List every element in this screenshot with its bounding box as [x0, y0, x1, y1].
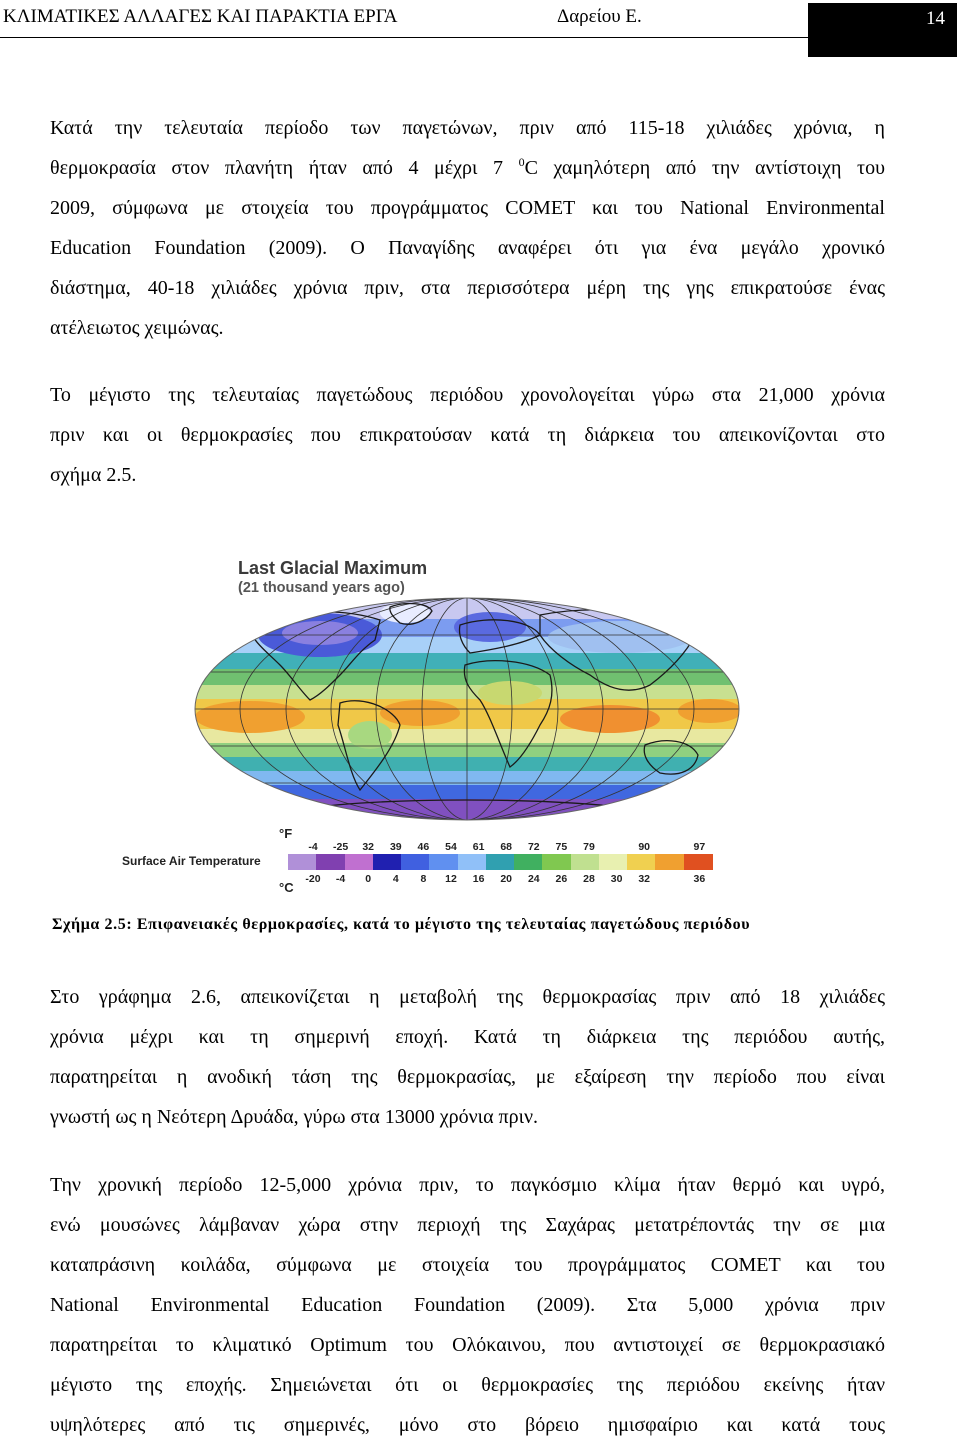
- paragraph-2: [50, 380, 885, 490]
- text-line: [50, 153, 885, 183]
- legend-celsius-value: -4: [335, 873, 346, 885]
- legend-unit-fahrenheit: °F: [279, 826, 293, 841]
- paragraph-3: [50, 982, 885, 1132]
- legend-fahrenheit-value: -25: [333, 841, 349, 853]
- legend-celsius-value: 12: [445, 873, 457, 885]
- text-line: 2009, σύμφωνα με στοιχεία του προγράμματος COMET και του National Environmental: [50, 197, 885, 219]
- legend-celsius-value: 26: [555, 873, 568, 885]
- text-line: Education Foundation (2009). Ο Παναγίδης αναφέρει ότι για ένα μεγάλο χρονικό: [50, 237, 885, 259]
- legend-celsius-value: 36: [693, 873, 706, 885]
- legend-celsius-value: 24: [527, 873, 540, 885]
- legend-fahrenheit-value: 79: [583, 841, 595, 853]
- text-fragment: C χαμηλότερη από την αντίστοιχη του: [524, 157, 885, 179]
- temperature-field: [190, 595, 750, 825]
- legend-color-swatch: [401, 854, 430, 870]
- legend-celsius-value: 4: [392, 873, 399, 885]
- legend-color-swatch: [514, 854, 543, 870]
- legend-color-swatch: [345, 854, 374, 870]
- legend-fahrenheit-value: 72: [527, 841, 540, 853]
- running-header-title: ΚΛΙΜΑΤΙΚΕΣ ΑΛΛΑΓΕΣ ΚΑΙ ΠΑΡΑΚΤΙΑ ΕΡΓΑ: [3, 6, 398, 27]
- legend-color-swatch: [571, 854, 600, 870]
- legend-celsius-value: 20: [500, 873, 513, 885]
- legend-fahrenheit-value: 68: [500, 841, 513, 853]
- legend-unit-celsius: °C: [279, 880, 294, 895]
- figure-subtitle: (21 thousand years ago): [238, 580, 405, 596]
- legend-celsius-value: 0: [365, 873, 372, 885]
- legend-fahrenheit-value: 39: [389, 841, 402, 853]
- text-line: διάστημα, 40-18 χιλιάδες χρόνια πριν, στα περισσότερα μέρη της γης επικρατούσε ένας: [50, 277, 885, 299]
- figure-title: Last Glacial Maximum: [238, 558, 428, 578]
- text-line: σχήμα 2.5.: [50, 464, 137, 486]
- legend-fahrenheit-value: 32: [362, 841, 375, 853]
- legend-color-swatch: [429, 854, 458, 870]
- paragraph-4: [50, 1170, 885, 1440]
- header-rule: [0, 37, 808, 38]
- text-line: γνωστή ως η Νεότερη Δρυάδα, γύρω στα 13000 χρόνια πριν.: [50, 1106, 539, 1128]
- text-line: παρατηρείται το κλιματικό Optimum του Ολόκαινου, που αντιστοιχεί σε θερμοκρασιακό: [50, 1334, 885, 1356]
- text-line: ενώ μουσώνες λάμβαναν χώρα στην περιοχή της Σαχάρας μετατρέποντάς την σε μια: [50, 1214, 885, 1236]
- text-line: παρατηρείται η ανοδική τάση της θερμοκρασίας, με εξαίρεση την περίοδο που είναι: [50, 1066, 885, 1088]
- legend-color-swatch: [486, 854, 515, 870]
- page-number-box: [808, 3, 957, 57]
- text-line: πριν και οι θερμοκρασίες που επικρατούσαν κατά τη διάρκεια του απεικονίζονται στο: [50, 424, 885, 446]
- legend-color-swatch: [373, 854, 402, 870]
- text-line: μέγιστο της εποχής. Σημειώνεται ότι οι θερμοκρασίες της περιόδου εκείνης ήταν: [50, 1374, 885, 1396]
- legend-color-swatch: [627, 854, 656, 870]
- text-line: Κατά την τελευταία περίοδο των παγετώνων, πριν από 115-18 χιλιάδες χρόνια, η: [50, 117, 885, 139]
- legend-celsius-value: 30: [610, 873, 623, 885]
- text-line: Την χρονική περίοδο 12-5,000 χρόνια πριν, το παγκόσμιο κλίμα ήταν θερμό και υγρό,: [50, 1174, 885, 1196]
- running-header-author: Δαρείου Ε.: [557, 6, 642, 27]
- legend-color-swatch: [684, 854, 713, 870]
- text-line: National Environmental Education Foundation (2009). Στα 5,000 χρόνια πριν: [50, 1294, 885, 1316]
- text-line: υψηλότερες από τις σημερινές, μόνο στο βόρειο ημισφαίριο και κατά τους: [50, 1414, 885, 1436]
- text-fragment: θερμοκρασία στον πλανήτη ήταν από 4 μέχρι 7: [50, 157, 519, 179]
- legend-fahrenheit-value: 90: [638, 841, 651, 853]
- figure-caption: Σχήμα 2.5: Επιφανειακές θερμοκρασίες, κατά το μέγιστο της τελευταίας παγετώδους περιόδου: [52, 916, 751, 933]
- legend-color-swatch: [288, 854, 317, 870]
- legend-fahrenheit-value: 46: [417, 841, 430, 853]
- legend-celsius-value: -20: [305, 873, 321, 885]
- legend-color-swatch: [316, 854, 345, 870]
- legend-fahrenheit-value: 54: [445, 841, 457, 853]
- legend-color-swatch: [458, 854, 487, 870]
- page-number: 14: [926, 8, 945, 29]
- text-line: ατέλειωτος χειμώνας.: [50, 317, 224, 339]
- world-temperature-map: [190, 595, 750, 825]
- text-line: καταπράσινη κοιλάδα, σύμφωνα με στοιχεία του προγράμματος COMET και του: [50, 1254, 885, 1276]
- legend-fahrenheit-value: 97: [693, 841, 706, 853]
- legend-fahrenheit-value: 75: [555, 841, 568, 853]
- legend-color-swatch: [599, 854, 628, 870]
- superscript-degree: 0: [518, 155, 525, 169]
- legend-celsius-value: 16: [472, 873, 485, 885]
- legend-fahrenheit-value: 61: [472, 841, 485, 853]
- legend-fahrenheit-value: -4: [308, 841, 318, 853]
- text-line: Το μέγιστο της τελευταίας παγετώδους περιόδου χρονολογείται γύρω στα 21,000 χρόνια: [50, 384, 885, 406]
- legend-color-swatch: [542, 854, 571, 870]
- legend-label: Surface Air Temperature: [122, 854, 261, 868]
- text-line: χρόνια μέχρι και τη σημερινή εποχή. Κατά τη διάρκεια της περιόδου αυτής,: [50, 1026, 885, 1048]
- text-line: Στο γράφημα 2.6, απεικονίζεται η μεταβολή της θερμοκρασίας πριν από 18 χιλιάδες: [50, 986, 885, 1008]
- paragraph-1: [50, 113, 885, 343]
- legend-celsius-value: 28: [583, 873, 595, 885]
- legend-celsius-value: 32: [638, 873, 651, 885]
- legend-color-swatch: [655, 854, 684, 870]
- legend-celsius-value: 8: [420, 873, 427, 885]
